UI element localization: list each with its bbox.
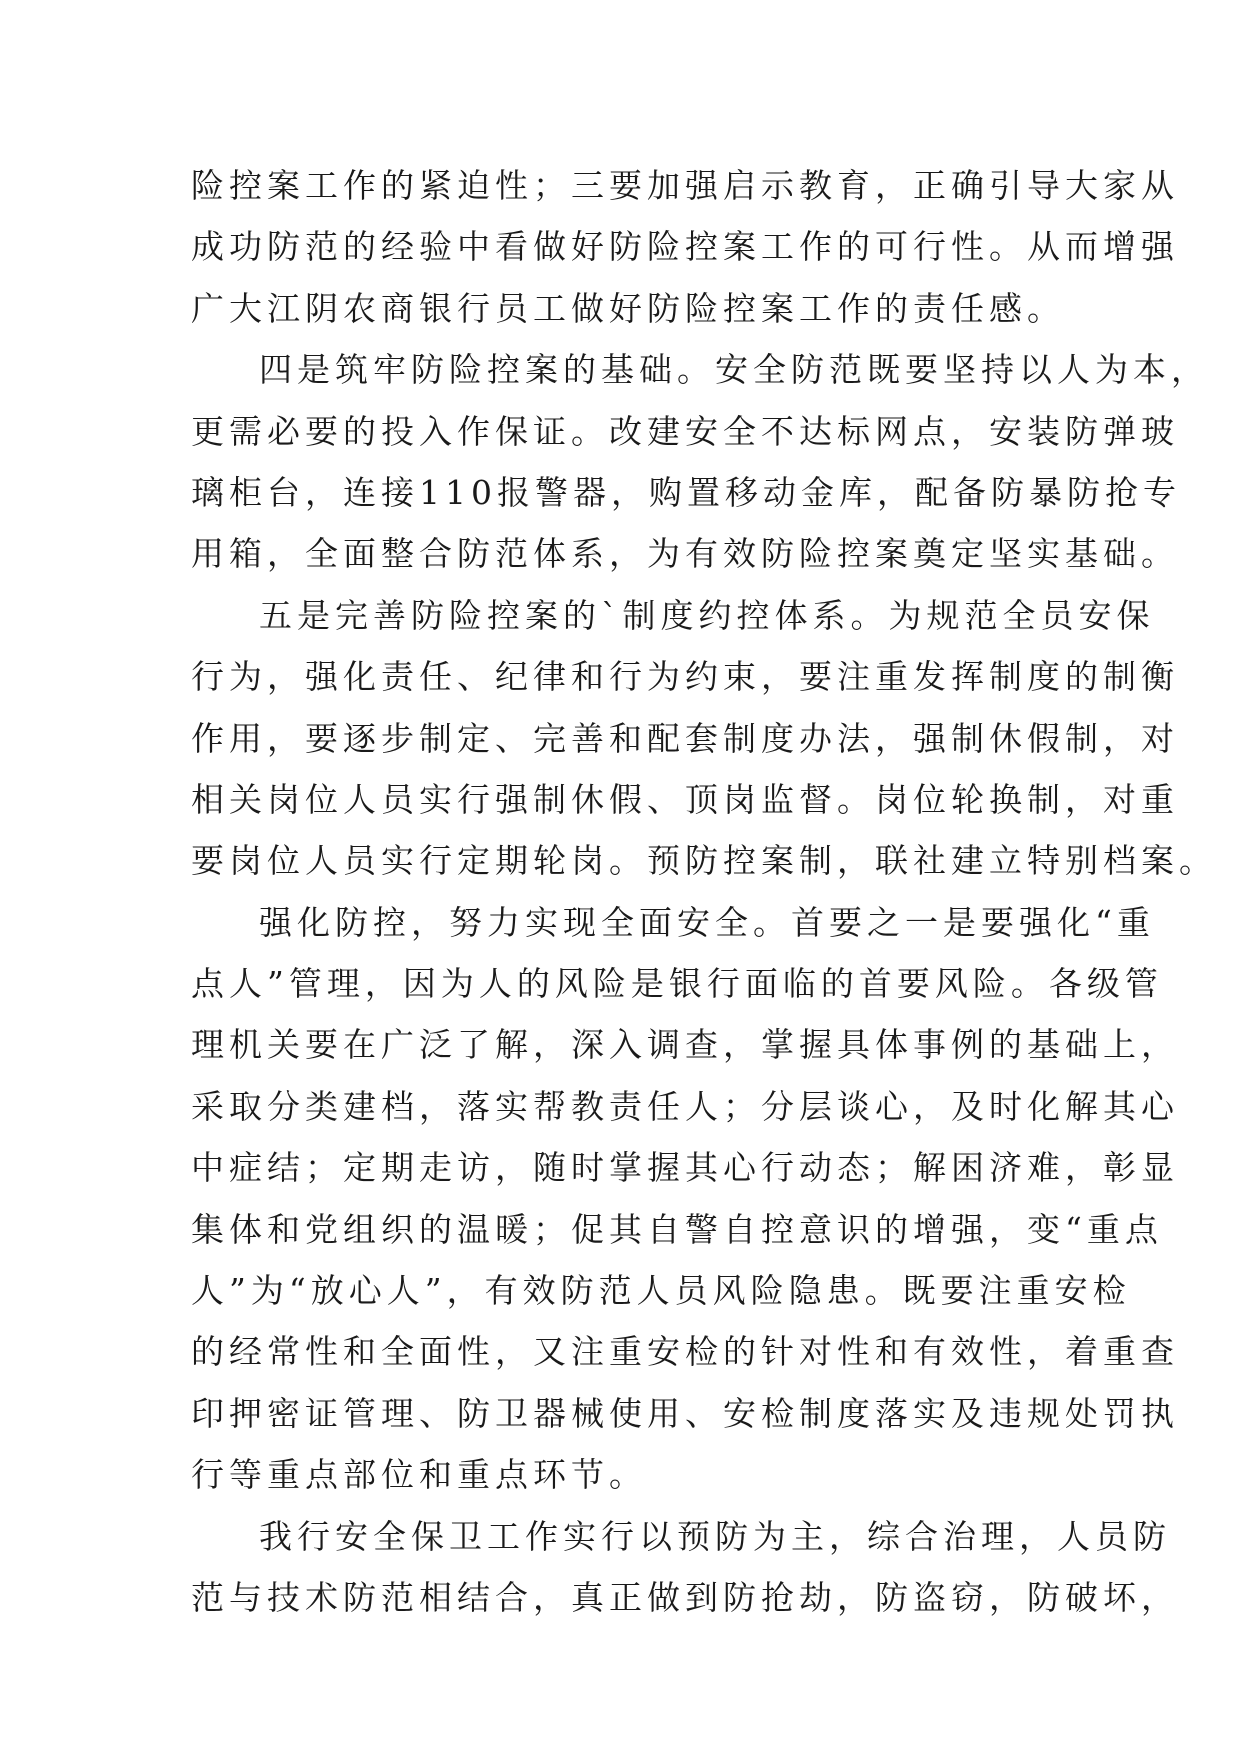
text-line: 集体和党组织的温暖；促其自警自控意识的增强，变“重点: [191, 1209, 1163, 1249]
text-line: 五是完善防险控案的`制度约控体系。为规范全员安保: [259, 595, 1155, 635]
text-line: 用箱，全面整合防范体系，为有效防险控案奠定坚实基础。: [191, 534, 1179, 574]
text-line: 作用，要逐步制定、完善和配套制度办法，强制休假制，对: [191, 718, 1179, 758]
text-line: 范与技术防范相结合，真正做到防抢劫，防盗窃，防破坏，: [191, 1577, 1179, 1617]
text-line: 的经常性和全面性，又注重安检的针对性和有效性，着重查: [191, 1332, 1179, 1372]
text-line: 强化防控，努力实现全面安全。首要之一是要强化“重: [259, 902, 1155, 942]
text-line: 四是筑牢防险控案的基础。安全防范既要坚持以人为本，: [259, 350, 1209, 390]
text-line: 人”为“放心人”，有效防范人员风险隐患。既要注重安检: [191, 1271, 1131, 1311]
text-line: 更需必要的投入作保证。改建安全不达标网点，安装防弹玻: [191, 411, 1179, 451]
text-line: 采取分类建档，落实帮教责任人；分层谈心，及时化解其心: [191, 1086, 1179, 1126]
text-line: 相关岗位人员实行强制休假、顶岗监督。岗位轮换制，对重: [191, 779, 1179, 819]
text-line: 成功防范的经验中看做好防险控案工作的可行性。从而增强: [191, 227, 1179, 267]
body-text: [191, 155, 1217, 1628]
text-line: 广大江阴农商银行员工做好防险控案工作的责任感。: [191, 288, 1065, 328]
text-line: 险控案工作的紧迫性；三要加强启示教育，正确引导大家从: [191, 166, 1179, 205]
text-line: 点人”管理，因为人的风险是银行面临的首要风险。各级管: [191, 964, 1163, 1004]
text-line: 璃柜台，连接110报警器，购置移动金库，配备防暴防抢专: [191, 472, 1181, 512]
text-line: 中症结；定期走访，随时掌握其心行动态；解困济难，彰显: [191, 1148, 1179, 1188]
text-line: 要岗位人员实行定期轮岗。预防控案制，联社建立特别档案。: [191, 841, 1217, 881]
text-line: 理机关要在广泛了解，深入调查，掌握具体事例的基础上，: [191, 1025, 1179, 1065]
text-line: 行等重点部位和重点环节。: [191, 1455, 647, 1495]
text-line: 印押密证管理、防卫器械使用、安检制度落实及违规处罚执: [191, 1393, 1179, 1433]
text-line: 我行安全保卫工作实行以预防为主，综合治理，人员防: [259, 1516, 1171, 1556]
text-line: 行为，强化责任、纪律和行为约束，要注重发挥制度的制衡: [191, 657, 1179, 697]
